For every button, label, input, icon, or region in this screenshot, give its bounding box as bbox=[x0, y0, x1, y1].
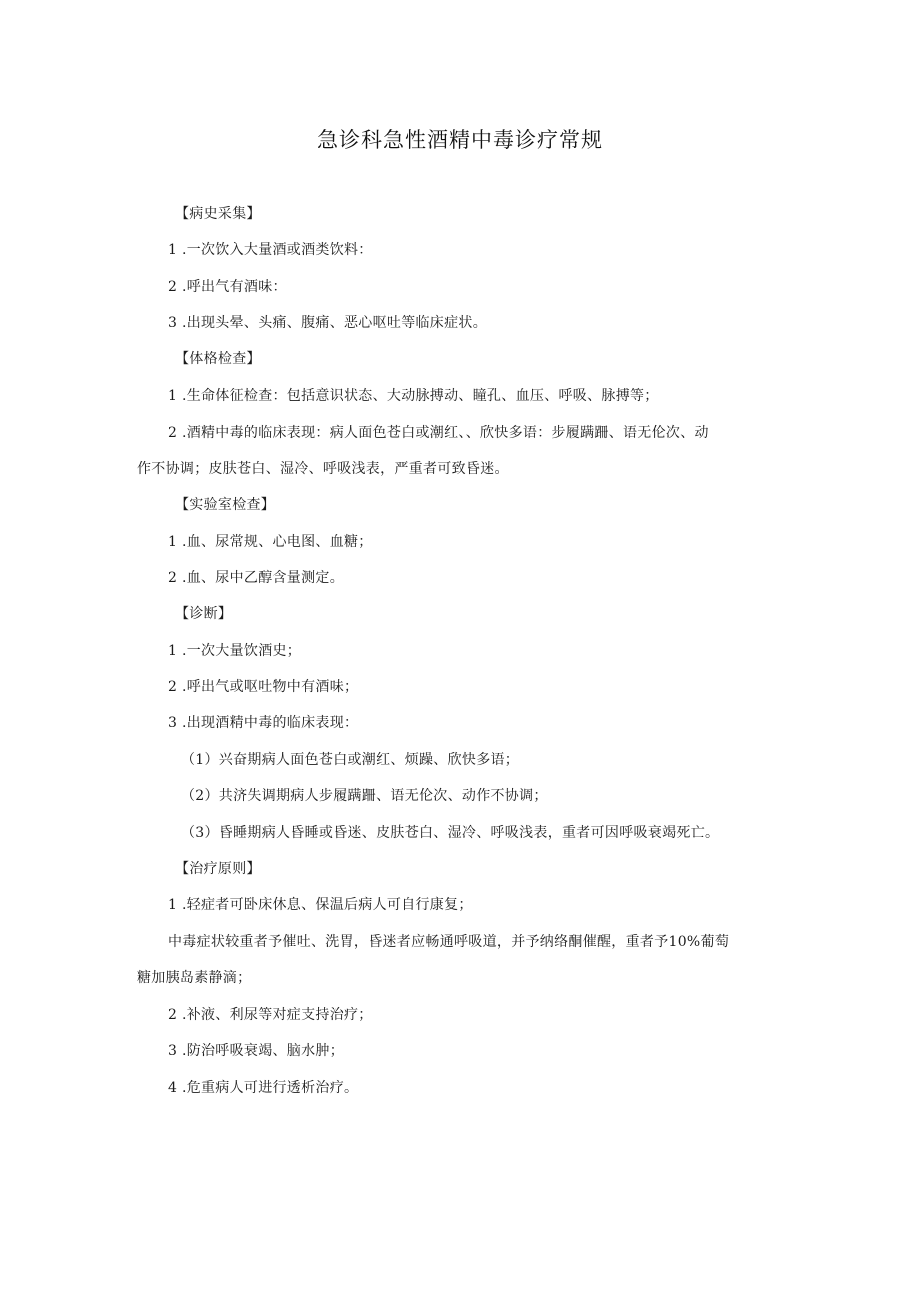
sub-list-item: （1）兴奋期病人面色苍白或潮红、烦躁、欣快多语； bbox=[181, 752, 520, 768]
list-item: 1 .血、尿常规、心电图、血糖； bbox=[168, 534, 373, 550]
section-heading-history: 【病史采集】 bbox=[175, 206, 261, 222]
section-heading-physical-exam: 【体格检查】 bbox=[175, 351, 261, 367]
list-item: 1 .轻症者可卧床休息、保温后病人可自行康复； bbox=[168, 897, 473, 913]
list-item: 1 .一次大量饮酒史； bbox=[168, 643, 302, 659]
sub-list-item: （2）共济失调期病人步履蹒跚、语无伦次、动作不协调； bbox=[181, 788, 548, 804]
list-item: 2 .呼出气有酒味： bbox=[168, 279, 287, 295]
list-item-continuation: 作不协调；皮肤苍白、湿冷、呼吸浅表，严重者可致昏迷。 bbox=[137, 461, 509, 477]
list-item: 1 .一次饮入大量酒或酒类饮料： bbox=[168, 242, 373, 258]
page-title: 急诊科急性酒精中毒诊疗常规 bbox=[317, 128, 603, 152]
list-item: 3 .防治呼吸衰竭、脑水肿； bbox=[168, 1043, 345, 1059]
sub-list-item: （3）昏睡期病人昏睡或昏迷、皮肤苍白、湿冷、呼吸浅表，重者可因呼吸衰竭死亡。 bbox=[181, 825, 720, 841]
section-heading-diagnosis: 【诊断】 bbox=[175, 606, 233, 622]
section-heading-lab-tests: 【实验室检查】 bbox=[175, 497, 276, 513]
list-item: 3 .出现酒精中毒的临床表现： bbox=[168, 715, 359, 731]
paragraph-continuation: 糖加胰岛素静滴； bbox=[137, 970, 252, 986]
list-item: 1 .生命体征检查：包括意识状态、大动脉搏动、瞳孔、血压、呼吸、脉搏等； bbox=[168, 388, 659, 404]
list-item: 4 .危重病人可进行透析治疗。 bbox=[168, 1080, 359, 1096]
section-heading-treatment: 【治疗原则】 bbox=[175, 861, 261, 877]
list-item: 2 .补液、利尿等对症支持治疗； bbox=[168, 1007, 373, 1023]
list-item: 3 .出现头晕、头痛、腹痛、恶心呕吐等临床症状。 bbox=[168, 315, 488, 331]
paragraph: 中毒症状较重者予催吐、洗胃，昏迷者应畅通呼吸道，并予纳络酮催醒，重者予10%葡萄 bbox=[168, 934, 730, 950]
list-item: 2 .呼出气或呕吐物中有酒味； bbox=[168, 679, 359, 695]
list-item: 2 .酒精中毒的临床表现：病人面色苍白或潮红、、欣快多语：步履蹒跚、语无伦次、动 bbox=[168, 425, 709, 441]
list-item: 2 .血、尿中乙醇含量测定。 bbox=[168, 570, 345, 586]
